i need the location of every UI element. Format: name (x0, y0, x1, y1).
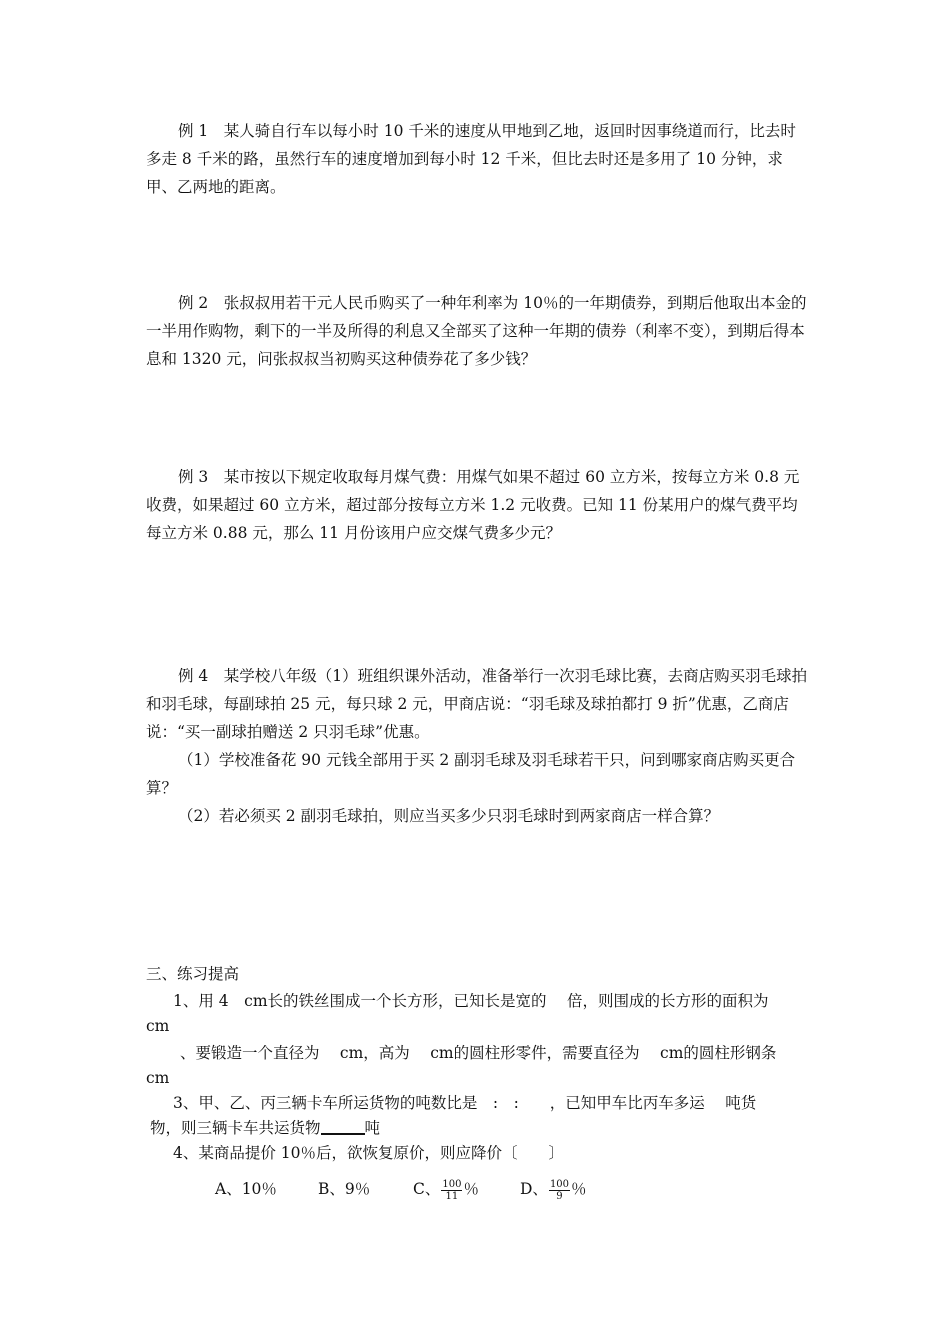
question-1-line1: 1、用 4 cm长的铁丝围成一个长方形，已知长是宽的 倍，则围成的长方形的面积为 (173, 992, 769, 1010)
option-c-denominator: 11 (445, 1190, 459, 1202)
question-3-line2 (150, 1114, 380, 1142)
option-b: B、9％ (318, 1180, 371, 1198)
option-d-label: D、 (520, 1180, 548, 1198)
option-c (413, 1175, 479, 1203)
example-4-sub2: （2）若必须买 2 副羽毛球拍，则应当买多少只羽毛球时到两家商店一样合算？ (178, 807, 720, 825)
option-d-denominator: 9 (556, 1190, 563, 1202)
question-3-text: 物，则三辆卡车共运货物 (150, 1119, 321, 1137)
option-c-percent: ％ (463, 1180, 479, 1198)
question-3-unit: 吨 (364, 1119, 381, 1137)
example-4-text: 例 4 某学校八年级（1）班组织课外活动，准备举行一次羽毛球比赛，去商店购买羽毛球拍和羽毛球，每副球拍 25 元，每只球 2 元，甲商店说：“羽毛球及球拍都打 9 折”优惠，乙商店说：“买一副球拍赠送 2 只羽毛球”优惠。 (146, 667, 808, 741)
question-2-line1: 、要锻造一个直径为 cm，高为 cm的圆柱形零件，需要直径为 cm的圆柱形钢条 (180, 1044, 777, 1062)
option-d (520, 1175, 587, 1203)
option-c-label: C、 (413, 1180, 441, 1198)
question-1-line2: cm (146, 1017, 170, 1035)
option-a: A、10％ (215, 1180, 277, 1198)
question-4-line: 4、某商品提价 10％后，欲恢复原价，则应降价〔 〕 (173, 1144, 565, 1162)
option-d-percent: ％ (571, 1180, 587, 1198)
option-c-numerator: 100 (442, 1178, 462, 1190)
example-3-text: 例 3 某市按以下规定收取每月煤气费：用煤气如果不超过 60 立方米，按每立方米 0.8 元收费，如果超过 60 立方米，超过部分按每立方米 1.2 元收费。已知 11 份某用户的煤气费平均每立方米 0.88 元，那么 11 月份该用户应交煤气费多少元？ (146, 468, 800, 542)
option-d-fraction (549, 1179, 570, 1202)
question-3-line1: 3、甲、乙、丙三辆卡车所运货物的吨数比是 : : ，已知甲车比丙车多运 吨货 (173, 1094, 757, 1112)
option-c-fraction (441, 1179, 462, 1202)
question-2-line2: cm (146, 1069, 170, 1087)
answer-blank[interactable] (321, 1117, 365, 1135)
section-title: 三、练习提高 (146, 965, 240, 983)
option-d-numerator: 100 (549, 1178, 570, 1190)
example-2-text: 例 2 张叔叔用若干元人民币购买了一种年利率为 10％的一年期债券，到期后他取出本金的一半用作购物，剩下的一半及所得的利息又全部买了这种一年期的债券（利率不变），到期后得本息和 1320 元，问张叔叔当初购买这种债券花了多少钱？ (146, 294, 807, 368)
example-4-sub1: （1）学校准备花 90 元钱全部用于买 2 副羽毛球及羽毛球若干只，问到哪家商店购买更合算？ (146, 751, 796, 797)
example-1-text: 例 1 某人骑自行车以每小时 10 千米的速度从甲地到乙地，返回时因事绕道而行，比去时多走 8 千米的路，虽然行车的速度增加到每小时 12 千米，但比去时还是多用了 10 分钟，求甲、乙两地的距离。 (146, 122, 796, 196)
